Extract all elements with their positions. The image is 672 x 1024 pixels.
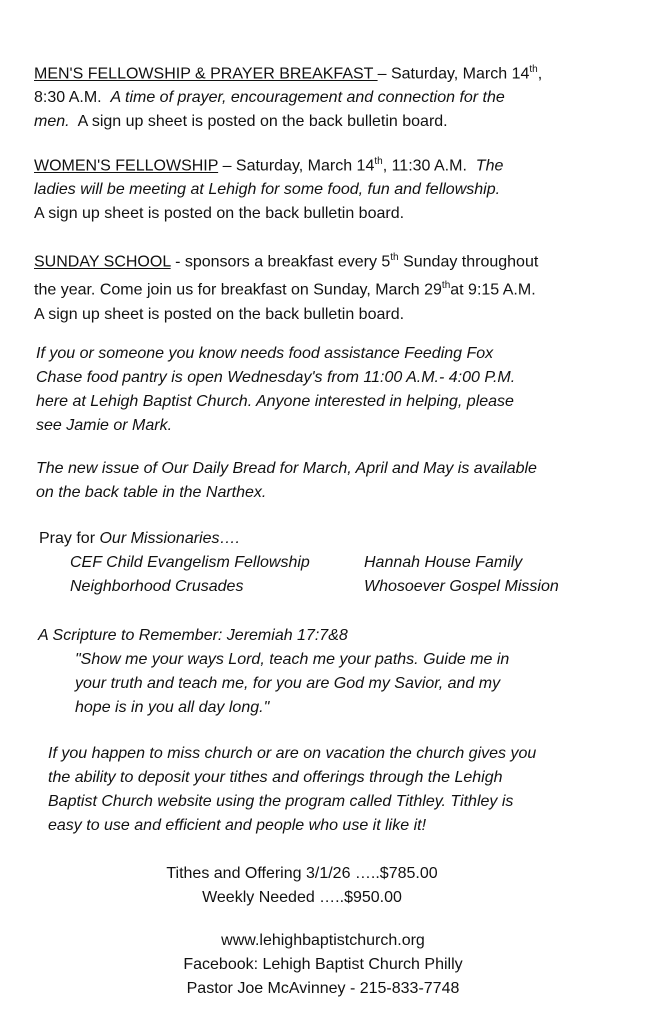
mens-fellowship-desc-2: men. [34,113,70,131]
missionaries-left-column [70,551,310,599]
sunday-school-text-2: Sunday throughout [398,253,539,271]
food-pantry-section [36,342,515,438]
missionaries-right-column [364,551,559,599]
sunday-school-sup-1: th [390,252,399,263]
daily-bread-line-1: The new issue of Our Daily Bread for March, April and May is available [36,460,537,477]
mens-fellowship-section [34,58,542,134]
womens-fellowship-date: – Saturday, March 14 [218,157,375,175]
pastor-info: Pastor Joe McAvinney - 215-833-7748 [186,980,460,997]
sunday-school-heading: SUNDAY SCHOOL [34,253,171,271]
scripture-line-1: "Show me your ways Lord, teach me your paths. Guide me in [75,651,510,668]
mens-fellowship-date-sup: th [529,64,538,75]
tithely-line-2: the ability to deposit your tithes and offerings through the Lehigh [48,769,503,786]
facebook-info: Facebook: Lehigh Baptist Church Philly [183,956,463,973]
womens-fellowship-line-1 [34,150,503,178]
scripture-line-3: hope is in you all day long." [75,699,270,716]
mens-fellowship-line-2 [34,86,542,110]
food-pantry-line-4: see Jamie or Mark. [36,417,173,434]
sunday-school-line-2 [34,274,538,302]
womens-fellowship-date-sup: th [374,156,383,167]
womens-fellowship-date-end: , 11:30 A.M. [382,157,467,175]
food-pantry-line-3: here at Lehigh Baptist Church. Anyone interested in helping, please [36,393,514,410]
tithely-line-4: easy to use and efficient and people who use it like it! [48,817,427,834]
scripture-quote [75,648,509,720]
sunday-school-line-2-end: at 9:15 A.M. [450,281,536,299]
womens-fellowship-desc-2: ladies will be meeting at Lehigh for some food, fun and fellowship. [34,181,501,199]
mens-fellowship-line-3 [34,110,542,134]
missionary-hannah-house: Hannah House Family [364,554,523,571]
missionaries-intro: Pray for [39,530,100,547]
mens-fellowship-date: – Saturday, March 14 [377,65,530,83]
mens-fellowship-desc-1: A time of prayer, encouragement and connection for the [110,89,505,107]
missionary-neighborhood-crusades: Neighborhood Crusades [70,578,244,595]
tithely-line-3: Baptist Church website using the program called Tithley. Tithley is [48,793,514,810]
sunday-school-section [34,246,538,327]
daily-bread-section [36,457,537,505]
weekly-needed: Weekly Needed …..$950.00 [202,889,402,906]
scripture-heading: A Scripture to Remember: Jeremiah 17:7&8 [38,627,348,644]
sunday-school-text-1: - sponsors a breakfast every 5 [170,253,391,271]
tithes-and-offering: Tithes and Offering 3/1/26 …..$785.00 [166,865,438,882]
scripture-line-2: your truth and teach me, for you are God my Savior, and my [75,675,501,692]
womens-fellowship-desc-1: The [475,157,504,175]
sunday-school-line-2-text: the year. Come join us for breakfast on Sunday, March 29 [34,281,442,299]
website-link[interactable]: www.lehighbaptistchurch.org [221,932,425,949]
missionary-cef: CEF Child Evangelism Fellowship [70,554,310,571]
sunday-school-signup: A sign up sheet is posted on the back bulletin board. [34,305,405,323]
missionaries-intro-italic: Our Missionaries…. [99,530,240,547]
mens-fellowship-date-end: , [537,65,543,83]
tithely-line-1: If you happen to miss church or are on vacation the church gives you [48,745,537,762]
womens-fellowship-heading: WOMEN'S FELLOWSHIP [34,157,219,175]
mens-fellowship-line-1 [34,58,542,86]
tithely-section [48,742,536,838]
mens-fellowship-time: 8:30 A.M. [34,89,102,107]
womens-fellowship-section [34,150,503,226]
sunday-school-sup-2: th [441,280,451,292]
contact-section [0,929,646,1001]
sunday-school-line-1 [34,246,538,274]
womens-fellowship-signup: A sign up sheet is posted on the back bulletin board. [34,205,405,223]
mens-fellowship-heading: MEN'S FELLOWSHIP & PRAYER BREAKFAST [34,65,378,83]
daily-bread-line-2: on the back table in the Narthex. [36,484,267,501]
mens-fellowship-signup: A sign up sheet is posted on the back bulletin board. [77,113,448,131]
food-pantry-line-2: Chase food pantry is open Wednesday's from 11:00 A.M.- 4:00 P.M. [36,369,516,386]
missionaries-heading [39,527,240,551]
food-pantry-line-1: If you or someone you know needs food assistance Feeding Fox [36,345,494,362]
missionary-whosoever-gospel: Whosoever Gospel Mission [364,578,559,595]
finance-section [0,862,604,910]
